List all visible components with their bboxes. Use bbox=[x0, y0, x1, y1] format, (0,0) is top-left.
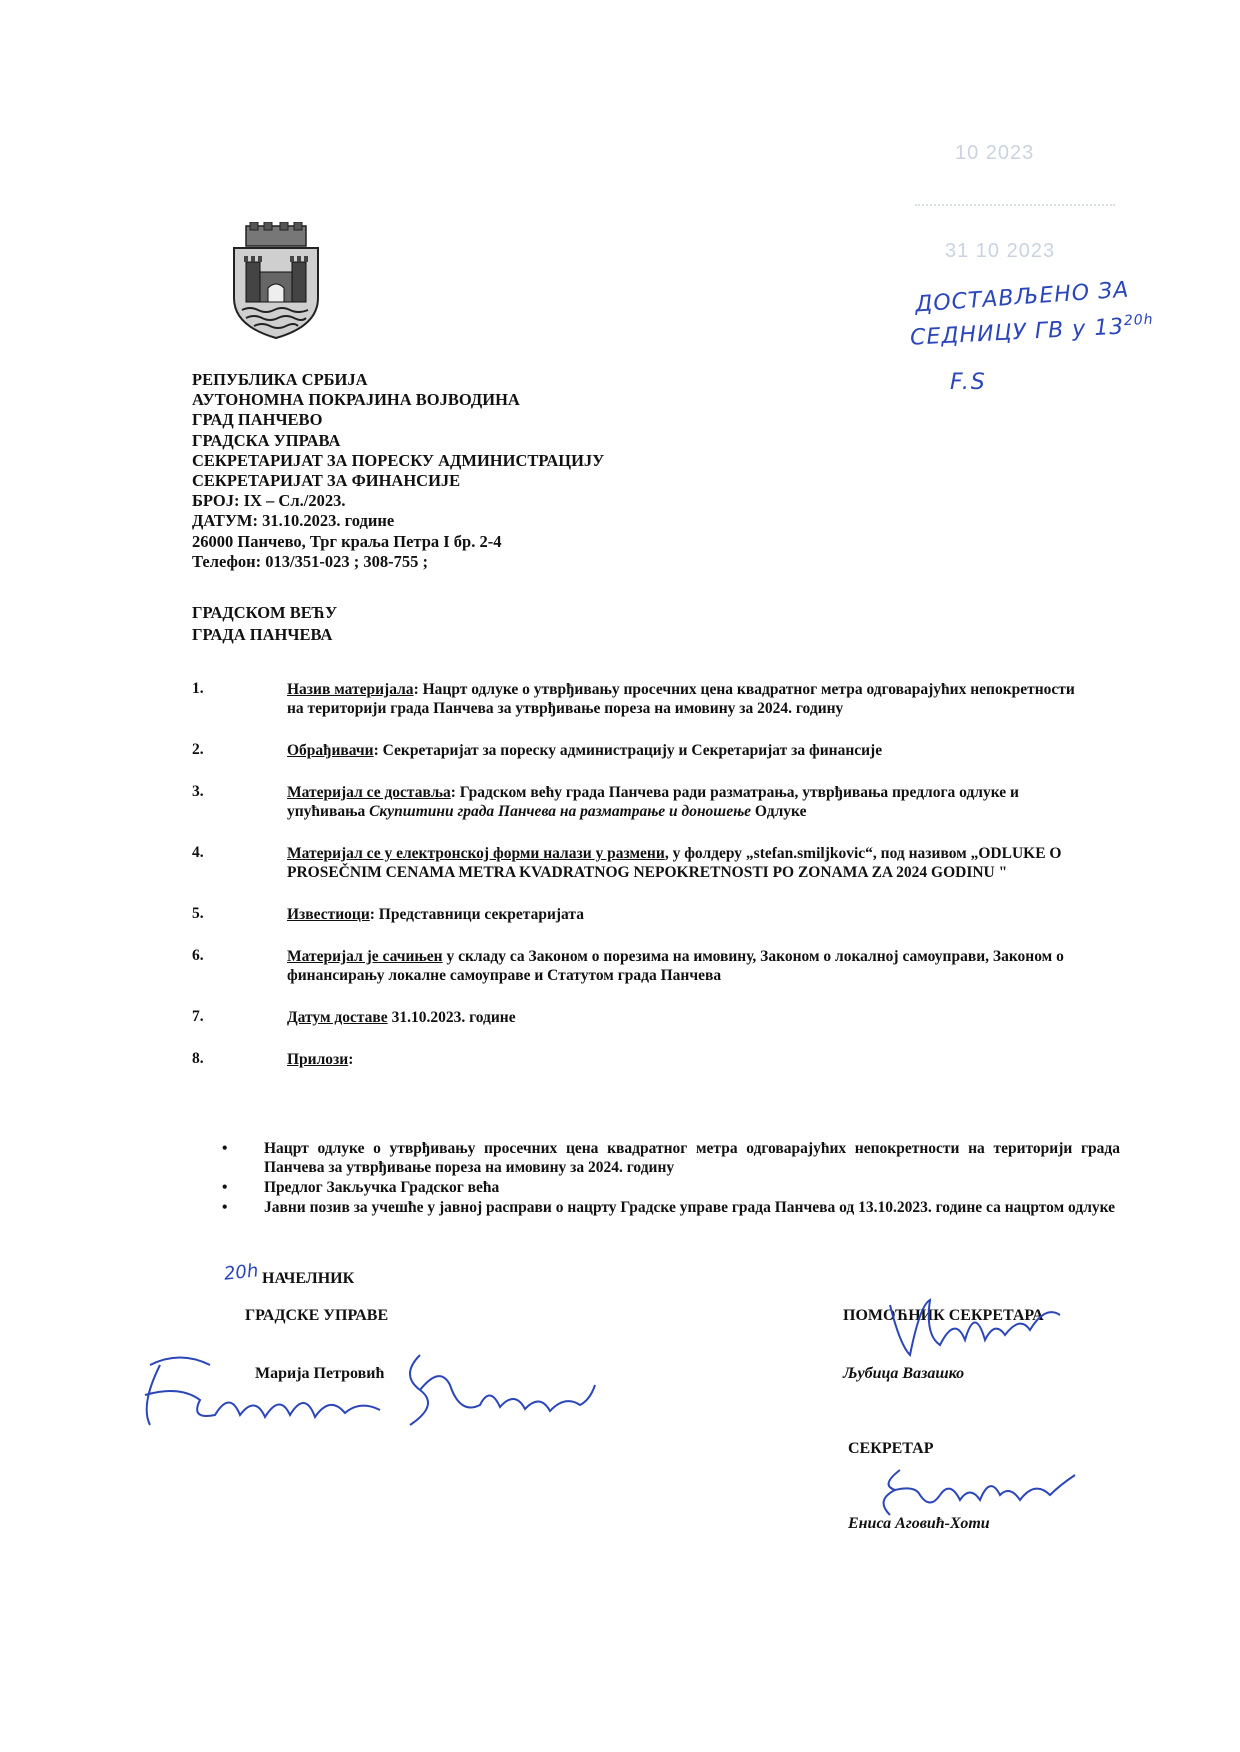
item-text: у складу са Законом о порезима на имовину, Законом о локалној самоуправи, Законом о финансирању локалне самоуправе и Статутом града Панчева bbox=[287, 948, 1064, 984]
list-item bbox=[192, 783, 1092, 821]
header-line: АУТОНОМНА ПОКРАЈИНА ВОЈВОДИНА bbox=[192, 390, 520, 410]
signature-left-icon bbox=[120, 1345, 600, 1435]
item-number: 7. bbox=[192, 1008, 204, 1025]
header-line: ГРАДСКА УПРАВА bbox=[192, 430, 341, 450]
list-item bbox=[192, 1050, 1092, 1069]
item-body bbox=[287, 844, 1092, 882]
recipient-block bbox=[192, 602, 337, 646]
item-label: Известиоци bbox=[287, 906, 370, 923]
list-item bbox=[192, 741, 1092, 760]
item-text: , у фолдеру „stefan.smiljkovic“, под називом „ODLUKE O PROSEČNIM CENAMA METRA KVADRATNOG NEPOKRETNOSTI PO ZONAMA ZA 2024 GODINU " bbox=[287, 845, 1062, 881]
header-line: Телефон: 013/351-023 ; 308-755 ; bbox=[192, 551, 428, 571]
list-item bbox=[192, 947, 1092, 985]
attachment-text: Предлог Закључка Градског већа bbox=[264, 1179, 500, 1196]
handwritten-note-text: СЕДНИЦУ ГВ у 13 bbox=[909, 314, 1125, 351]
item-label: Материјал је сачињен bbox=[287, 948, 443, 965]
item-label: Материјал се у електронској форми налази у размени bbox=[287, 845, 665, 862]
item-body bbox=[287, 947, 1092, 985]
item-label: Прилози bbox=[287, 1051, 349, 1068]
item-body bbox=[287, 1050, 1092, 1069]
list-item bbox=[192, 1008, 1092, 1027]
item-text: 31.10.2023. године bbox=[387, 1009, 516, 1026]
item-text: : Нацрт одлуке о утврђивању просечних цена квадратног метра одговарајућих непокретности на територији града Панчева за утврђивање пореза на имовину за 2024. годину bbox=[287, 681, 1075, 717]
handwritten-note-line1: ДОСТАВЉЕНО ЗА bbox=[914, 277, 1131, 318]
attachment-item bbox=[222, 1198, 1122, 1217]
issuer-header bbox=[192, 370, 604, 572]
item-body bbox=[287, 741, 1092, 760]
header-line: РЕПУБЛИКА СРБИЈА bbox=[192, 370, 368, 389]
item-body bbox=[287, 1008, 1092, 1027]
header-line: 26000 Панчево, Трг краља Петра I бр. 2-4 bbox=[192, 531, 502, 551]
item-label: Датум доставе bbox=[287, 1009, 388, 1026]
header-line: ГРАД ПАНЧЕВО bbox=[192, 410, 323, 430]
attachments-list bbox=[222, 1139, 1122, 1218]
recipient-line: ГРАДСКОМ ВЕЋУ bbox=[192, 603, 338, 622]
signature-right-1-icon bbox=[880, 1285, 1080, 1375]
coat-of-arms-icon bbox=[228, 222, 324, 340]
header-line: БРОЈ: IX – Сл./2023. bbox=[192, 491, 346, 511]
received-stamp bbox=[905, 130, 1135, 280]
item-text: : Секретаријат за пореску администрацију и Секретаријат за финансије bbox=[373, 742, 883, 759]
secretary-name: Ениса Аговић-Хоти bbox=[848, 1515, 990, 1532]
item-label: Обрађивачи bbox=[287, 742, 374, 759]
item-number: 4. bbox=[192, 844, 204, 861]
stamp-date-2: 31 10 2023 bbox=[945, 240, 1056, 262]
item-body bbox=[287, 905, 1092, 924]
item-text: : bbox=[348, 1051, 354, 1068]
bullet-icon: • bbox=[222, 1199, 228, 1216]
list-item bbox=[192, 905, 1092, 924]
item-body bbox=[287, 680, 1092, 718]
right-signatory-title: ПОМОЋНИК СЕКРЕТАРА bbox=[843, 1307, 1044, 1324]
header-line: СЕКРЕТАРИЈАТ ЗА ПОРЕСКУ АДМИНИСТРАЦИЈУ bbox=[192, 450, 605, 470]
stamp-line bbox=[915, 190, 1115, 206]
item-text-italic: Скупштини града Панчева на разматрање и доношење bbox=[369, 803, 752, 820]
left-signatory-name: Марија Петровић bbox=[255, 1365, 385, 1382]
attachment-text: Јавни позив за учешће у јавној расправи о нацрту Градске управе града Панчева од 13.10.2023. године са нацртом одлуке bbox=[264, 1199, 1116, 1216]
header-line: ДАТУМ: 31.10.2023. године bbox=[192, 511, 395, 531]
handwritten-note-time: 20h bbox=[1123, 311, 1154, 330]
item-number: 8. bbox=[192, 1050, 204, 1067]
handwritten-initials: F.S bbox=[950, 370, 987, 395]
item-label: Назив материјала bbox=[287, 681, 414, 698]
right-signatory-name: Љубица Вазашко bbox=[843, 1365, 965, 1382]
left-signatory-title-2: ГРАДСКЕ УПРАВЕ bbox=[245, 1307, 389, 1324]
header-line: СЕКРЕТАРИЈАТ ЗА ФИНАНСИЈЕ bbox=[192, 471, 461, 491]
bullet-icon: • bbox=[222, 1179, 228, 1196]
handwritten-note-line2 bbox=[909, 312, 1154, 351]
left-signatory-title: НАЧЕЛНИК bbox=[262, 1270, 355, 1287]
list-item bbox=[192, 680, 1092, 718]
item-number: 3. bbox=[192, 783, 204, 800]
item-text: Одлуке bbox=[751, 803, 807, 820]
list-item bbox=[192, 844, 1092, 882]
item-number: 2. bbox=[192, 741, 204, 758]
recipient-line: ГРАДА ПАНЧЕВА bbox=[192, 625, 333, 644]
item-text: : Градском већу града Панчева ради разматрања, утврђивања предлога одлуке и упућивања bbox=[287, 784, 1019, 820]
handwritten-time-mark: 20h bbox=[222, 1260, 260, 1285]
attachment-item bbox=[222, 1139, 1122, 1177]
attachment-text: Нацрт одлуке о утврђивању просечних цена квадратног метра одговарајућих непокретности на територији града Панчева за утврђивање пореза на имовину за 2024. годину bbox=[264, 1140, 1120, 1176]
item-number: 6. bbox=[192, 947, 204, 964]
bullet-icon: • bbox=[222, 1140, 228, 1157]
stamp-date-1: 10 2023 bbox=[955, 142, 1035, 164]
item-label: Материјал се доставља bbox=[287, 784, 451, 801]
item-number: 1. bbox=[192, 680, 204, 697]
item-text: : Представници секретаријата bbox=[369, 906, 584, 923]
attachment-item bbox=[222, 1178, 1122, 1197]
secretary-title: СЕКРЕТАР bbox=[848, 1440, 934, 1457]
items-list bbox=[192, 680, 1092, 1069]
item-number: 5. bbox=[192, 905, 204, 922]
item-body bbox=[287, 783, 1092, 821]
